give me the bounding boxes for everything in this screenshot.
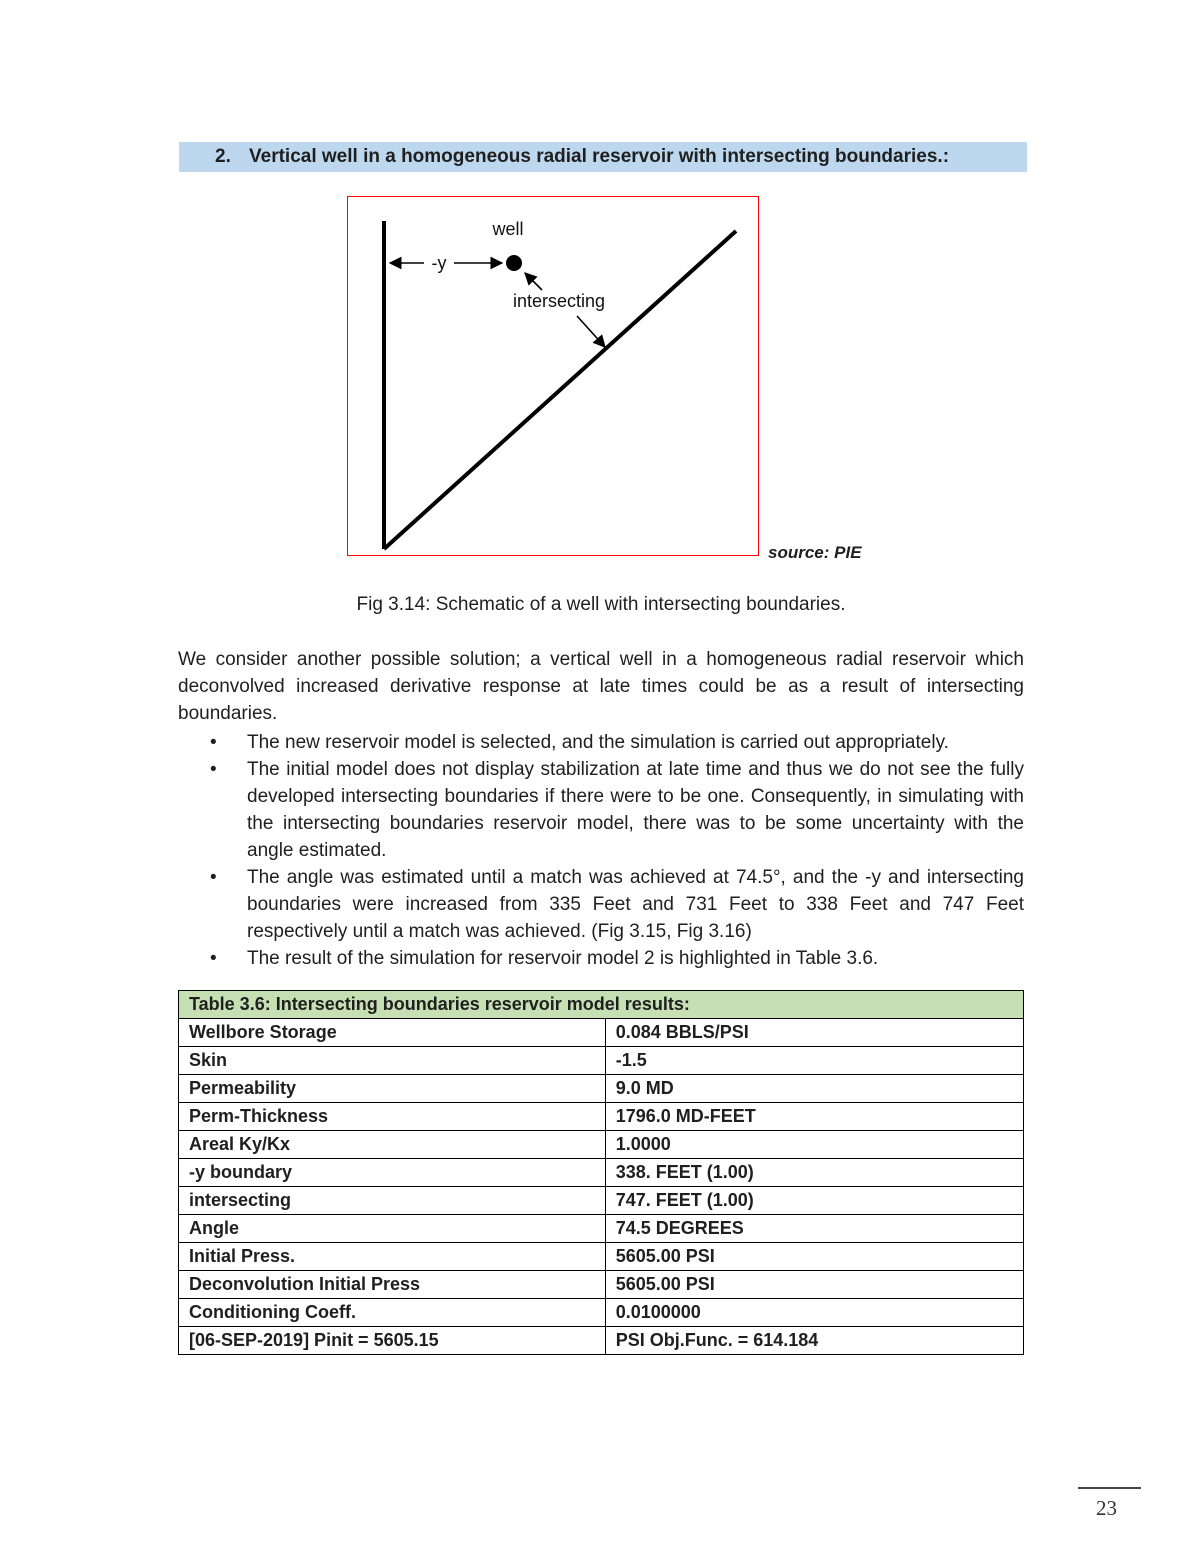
row-value: 5605.00 PSI (605, 1243, 1023, 1271)
table-row (179, 1299, 1024, 1327)
row-value: 5605.00 PSI (605, 1271, 1023, 1299)
table-row (179, 1103, 1024, 1131)
row-value: 74.5 DEGREES (605, 1215, 1023, 1243)
table-row (179, 1215, 1024, 1243)
minus-y-label: -y (431, 253, 447, 273)
bullet-marker: • (210, 732, 217, 753)
bullet-marker: • (210, 867, 217, 888)
row-label: Initial Press. (179, 1243, 606, 1271)
well-label: well (492, 219, 524, 239)
bullet-item (178, 756, 1024, 864)
body-copy (178, 646, 1024, 972)
row-label: Areal Ky/Kx (179, 1131, 606, 1159)
bullet-marker: • (210, 759, 217, 780)
table-row (179, 1019, 1024, 1047)
arrow-to-boundary (577, 316, 605, 347)
row-label: Angle (179, 1215, 606, 1243)
table-row (179, 1271, 1024, 1299)
bullet-text: The new reservoir model is selected, and the simulation is carried out appropriately. (247, 732, 949, 753)
table-row (179, 1327, 1024, 1355)
intro-paragraph: We consider another possible solution; a vertical well in a homogeneous radial reservoir which deconvolved increased derivative response at late times could be as a result of intersecting boundaries. (178, 649, 1024, 724)
figure-caption: Fig 3.14: Schematic of a well with intersecting boundaries. (356, 594, 846, 615)
row-value: 338. FEET (1.00) (605, 1159, 1023, 1187)
footer-divider (1078, 1487, 1141, 1489)
bullet-item (178, 729, 1024, 756)
row-value: 1796.0 MD-FEET (605, 1103, 1023, 1131)
section-heading (179, 142, 1027, 172)
row-value: 1.0000 (605, 1131, 1023, 1159)
well-dot (506, 255, 522, 271)
well-schematic-diagram (348, 197, 758, 555)
row-value: 9.0 MD (605, 1075, 1023, 1103)
row-label: Conditioning Coeff. (179, 1299, 606, 1327)
figure-3-14 (347, 196, 759, 556)
row-label: Deconvolution Initial Press (179, 1271, 606, 1299)
table-header-row (179, 991, 1024, 1019)
bullet-marker: • (210, 948, 217, 969)
row-value: -1.5 (605, 1047, 1023, 1075)
row-label: Skin (179, 1047, 606, 1075)
row-value: 0.084 BBLS/PSI (605, 1019, 1023, 1047)
results-table (178, 990, 1024, 1355)
row-label: -y boundary (179, 1159, 606, 1187)
figure-source: source: PIE (768, 543, 862, 562)
row-label: Permeability (179, 1075, 606, 1103)
row-value: 0.0100000 (605, 1299, 1023, 1327)
row-value: PSI Obj.Func. = 614.184 (605, 1327, 1023, 1355)
intersecting-label: intersecting (513, 291, 606, 311)
bullet-item (178, 864, 1024, 945)
table-row (179, 1187, 1024, 1215)
table-row (179, 1047, 1024, 1075)
bullet-text: The result of the simulation for reservoir model 2 is highlighted in Table 3.6. (247, 948, 879, 969)
section-number: 2. (215, 146, 231, 167)
table-row (179, 1243, 1024, 1271)
bullet-text: The angle was estimated until a match was achieved at 74.5°, and the -y and intersecting boundaries were increased from 335 Feet and 731 Feet to 338 Feet and 747 Feet respectively until a match was achieved. (Fig 3.15, Fig 3.16) (247, 867, 1024, 942)
table-row (179, 1075, 1024, 1103)
page-number: 23 (1096, 1496, 1117, 1520)
bullet-item (178, 945, 1024, 972)
arrow-to-well (525, 273, 542, 290)
row-label: Perm-Thickness (179, 1103, 606, 1131)
table-row (179, 1159, 1024, 1187)
row-label: intersecting (179, 1187, 606, 1215)
row-label: [06-SEP-2019] Pinit = 5605.15 (179, 1327, 606, 1355)
bullet-text: The initial model does not display stabilization at late time and thus we do not see the fully developed intersecting boundaries if there were to be one. Consequently, in simulating with the intersecting boundaries reservoir model, there was to be some uncertainty with the angle estimated. (247, 759, 1024, 861)
table-title: Table 3.6: Intersecting boundaries reservoir model results: (179, 991, 1024, 1019)
row-label: Wellbore Storage (179, 1019, 606, 1047)
row-value: 747. FEET (1.00) (605, 1187, 1023, 1215)
section-title: Vertical well in a homogeneous radial reservoir with intersecting boundaries.: (249, 146, 950, 167)
intersecting-boundary-line (384, 231, 736, 549)
table-row (179, 1131, 1024, 1159)
